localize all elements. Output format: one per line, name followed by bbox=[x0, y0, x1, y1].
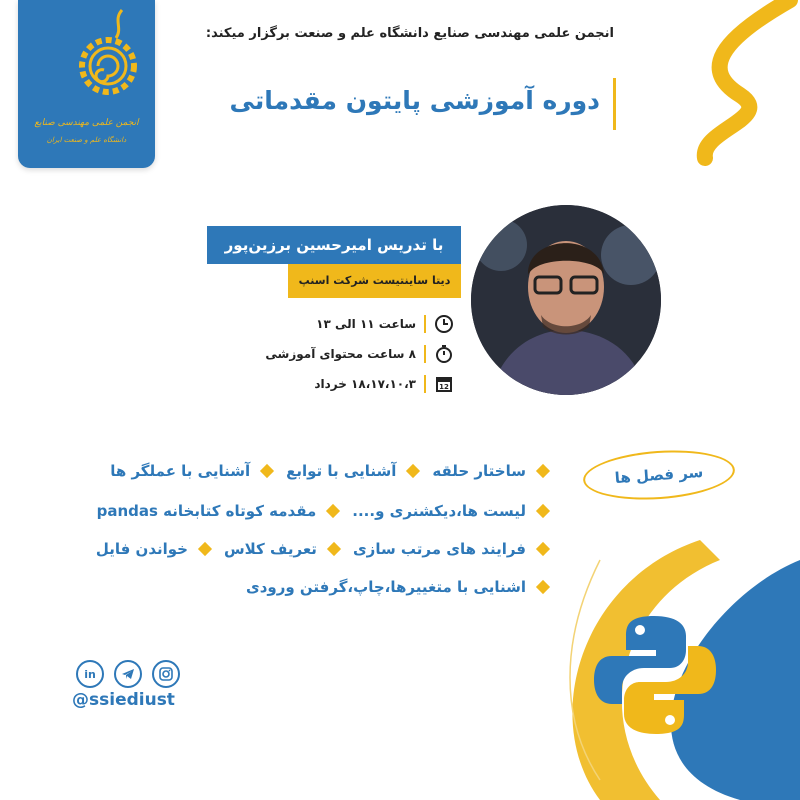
telegram-icon[interactable] bbox=[114, 660, 142, 688]
chapter-item: لیست ها،دیکشنری و.... bbox=[352, 502, 552, 520]
python-logo-icon bbox=[590, 610, 720, 740]
diamond-bullet-icon bbox=[198, 542, 212, 556]
chapter-item: آشنایی با عملگر ها bbox=[110, 462, 276, 480]
hours-text: ۸ ساعت محتوای آموزشی bbox=[265, 347, 416, 361]
chapter-row bbox=[110, 462, 552, 480]
diamond-bullet-icon bbox=[260, 464, 274, 478]
organizer-text: انجمن علمی مهندسی صنایع دانشگاه علم و صنعت برگزار میکند: bbox=[205, 26, 614, 41]
logo-subcaption: دانشگاه علم و صنعت ایران bbox=[46, 136, 127, 144]
clock-icon bbox=[434, 314, 454, 334]
hours-row bbox=[265, 341, 454, 367]
instagram-icon[interactable] bbox=[152, 660, 180, 688]
instructor-name: با تدریس امیرحسین برزین‌پور bbox=[207, 226, 461, 264]
chapter-item: خواندن فایل bbox=[96, 540, 214, 558]
time-text: ساعت ۱۱ الی ۱۳ bbox=[316, 317, 416, 331]
title-accent-bar bbox=[613, 78, 616, 130]
diamond-bullet-icon bbox=[327, 542, 341, 556]
chapter-item: مقدمه کوتاه کتابخانه pandas bbox=[97, 502, 343, 520]
social-handle[interactable]: @ssiediust bbox=[72, 690, 175, 710]
logo-caption: انجمن علمی مهندسی صنایع bbox=[34, 118, 139, 128]
course-title: دوره آموزشی پایتون مقدماتی bbox=[229, 86, 600, 115]
calendar-icon bbox=[434, 374, 454, 394]
stopwatch-icon bbox=[434, 344, 454, 364]
chapter-item: فرایند های مرتب سازی bbox=[353, 540, 552, 558]
calendar-day: 12 bbox=[439, 383, 449, 391]
chapter-item: اشنایی با متغییرها،چاپ،گرفتن ورودی bbox=[246, 578, 552, 596]
linkedin-icon[interactable]: in bbox=[76, 660, 104, 688]
diamond-bullet-icon bbox=[536, 504, 550, 518]
diamond-bullet-icon bbox=[536, 580, 550, 594]
snake-shape bbox=[705, 0, 790, 158]
chapter-item: تعریف کلاس bbox=[224, 540, 343, 558]
diamond-bullet-icon bbox=[326, 504, 340, 518]
chapter-row bbox=[246, 578, 552, 596]
chapters-badge: سر فصل ها bbox=[582, 446, 737, 504]
chapter-row bbox=[96, 540, 552, 558]
diamond-bullet-icon bbox=[536, 464, 550, 478]
dates-text: ۱۸،۱۷،۱۰،۳ خرداد bbox=[314, 377, 416, 391]
chapter-item: آشنایی با توابع bbox=[286, 462, 422, 480]
diamond-bullet-icon bbox=[536, 542, 550, 556]
instructor-photo bbox=[471, 205, 661, 395]
chapter-item: ساختار حلقه bbox=[432, 462, 552, 480]
instructor-role: دیتا ساینتیست شرکت اسنپ bbox=[288, 264, 461, 298]
time-row bbox=[316, 311, 454, 337]
chapter-row bbox=[97, 502, 552, 520]
organization-logo bbox=[18, 0, 155, 168]
diamond-bullet-icon bbox=[406, 464, 420, 478]
dates-row bbox=[314, 371, 454, 397]
